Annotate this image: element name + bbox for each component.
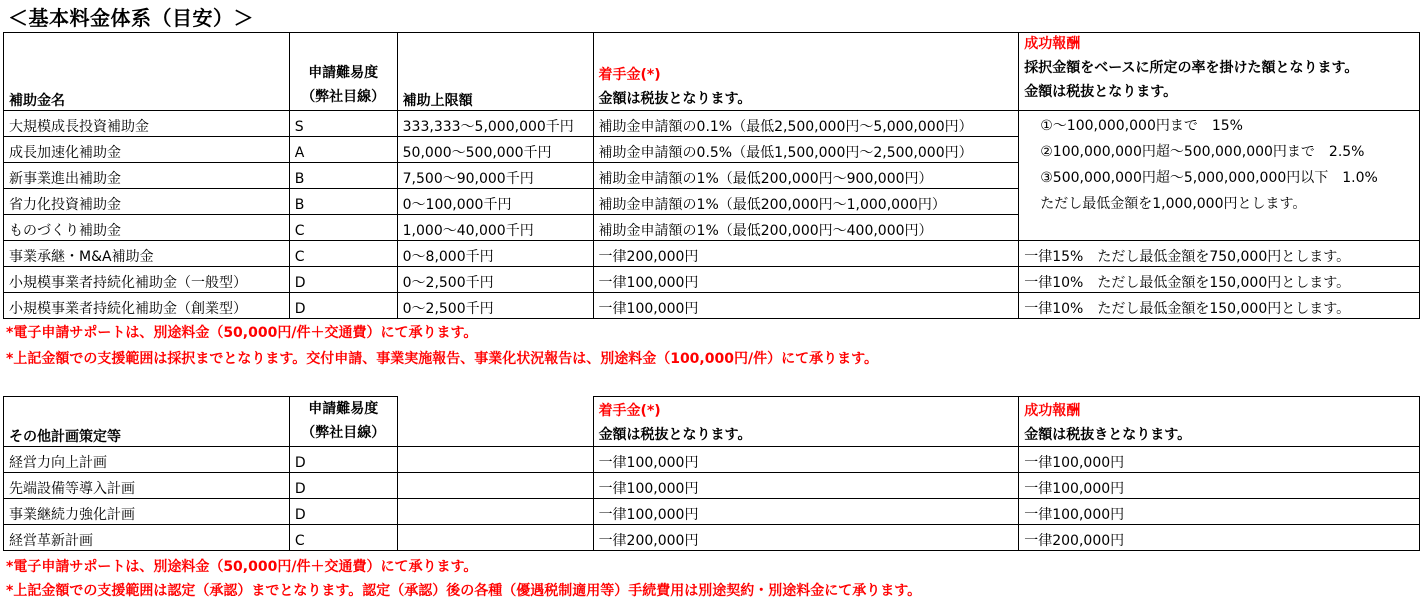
header-name: その他計画策定等 [4,397,290,447]
table-row: 事業継続力強化計画 D 一律100,000円 一律100,000円 [4,499,1420,525]
table-row: 大規模成長投資補助金 S 333,333～5,000,000千円 補助金申請額の0.1%（最低2,500,000円～5,000,000円） ①～100,000,000円まで 15% ②100,000,000円超～500,000,000円まで 2.5% ③500,000,000円超～5,000,000,000円以下 1.0% ただし最低金額を1,000,000円とします。 [4,111,1420,137]
note-e-application: *電子申請サポートは、別途料金（50,000円/件＋交通費）にて承ります。 [6,325,478,341]
table-row: 省力化投資補助金 B 0～100,000千円 補助金申請額の1%（最低200,000円～1,000,000円） [4,189,1420,215]
note-support-scope-2: *上記金額での支援範囲は認定（承認）までとなります。認定（承認）後の各種（優遇税制適用等）手続費用は別途契約・別途料金にて承ります。 [6,583,922,599]
header-retainer: 着手金(*) 金額は税抜となります。 [593,397,1019,447]
tier-3: ③500,000,000円超～5,000,000,000円以下 1.0% [1040,170,1378,186]
header-retainer: 着手金(*) 金額は税抜となります。 [593,33,1019,111]
table-row: ものづくり補助金 C 1,000～40,000千円 補助金申請額の1%（最低200,000円～400,000円） [4,215,1420,241]
header-success: 成功報酬 金額は税抜きとなります。 [1019,397,1420,447]
table-header-row [4,397,1420,447]
plan-fee-table [3,396,1420,551]
header-difficulty: 申請難易度 （弊社目線） [289,397,397,447]
header-success: 成功報酬 採択金額をベースに所定の率を掛けた額となります。 金額は税抜となります。 [1019,33,1420,111]
note-e-application-2: *電子申請サポートは、別途料金（50,000円/件＋交通費）にて承ります。 [6,559,478,575]
tiered-success-fee [1019,111,1420,241]
note-support-scope: *上記金額での支援範囲は採択までとなります。交付申請、事業実施報告、事業化状況報告は、別途料金（100,000円/件）にて承ります。 [6,351,878,367]
table-row: 小規模事業者持続化補助金（創業型） D 0～2,500千円 一律100,000円 一律10% ただし最低金額を150,000円とします。 [4,293,1420,319]
page-title: ＜基本料金体系（目安）＞ [8,6,254,30]
header-limit: 補助上限額 [397,33,593,111]
header-blank [397,397,593,447]
table-row: 経営革新計画 C 一律200,000円 一律200,000円 [4,525,1420,551]
table-row: 新事業進出補助金 B 7,500～90,000千円 補助金申請額の1%（最低200,000円～900,000円） [4,163,1420,189]
table-row: 小規模事業者持続化補助金（一般型） D 0～2,500千円 一律100,000円 一律10% ただし最低金額を150,000円とします。 [4,267,1420,293]
tier-minimum: ただし最低金額を1,000,000円とします。 [1040,196,1307,212]
tier-1: ①～100,000,000円まで 15% [1040,118,1243,134]
subsidy-fee-table [3,32,1420,319]
table-row: 事業承継・M&A補助金 C 0～8,000千円 一律200,000円 一律15% ただし最低金額を750,000円とします。 [4,241,1420,267]
table-row: 先端設備等導入計画 D 一律100,000円 一律100,000円 [4,473,1420,499]
table-row: 経営力向上計画 D 一律100,000円 一律100,000円 [4,447,1420,473]
table-header-row [4,33,1420,111]
header-name: 補助金名 [4,33,290,111]
header-difficulty: 申請難易度 （弊社目線） [289,33,397,111]
table-row: 成長加速化補助金 A 50,000～500,000千円 補助金申請額の0.5%（最低1,500,000円～2,500,000円） [4,137,1420,163]
tier-2: ②100,000,000円超～500,000,000円まで 2.5% [1040,144,1365,160]
